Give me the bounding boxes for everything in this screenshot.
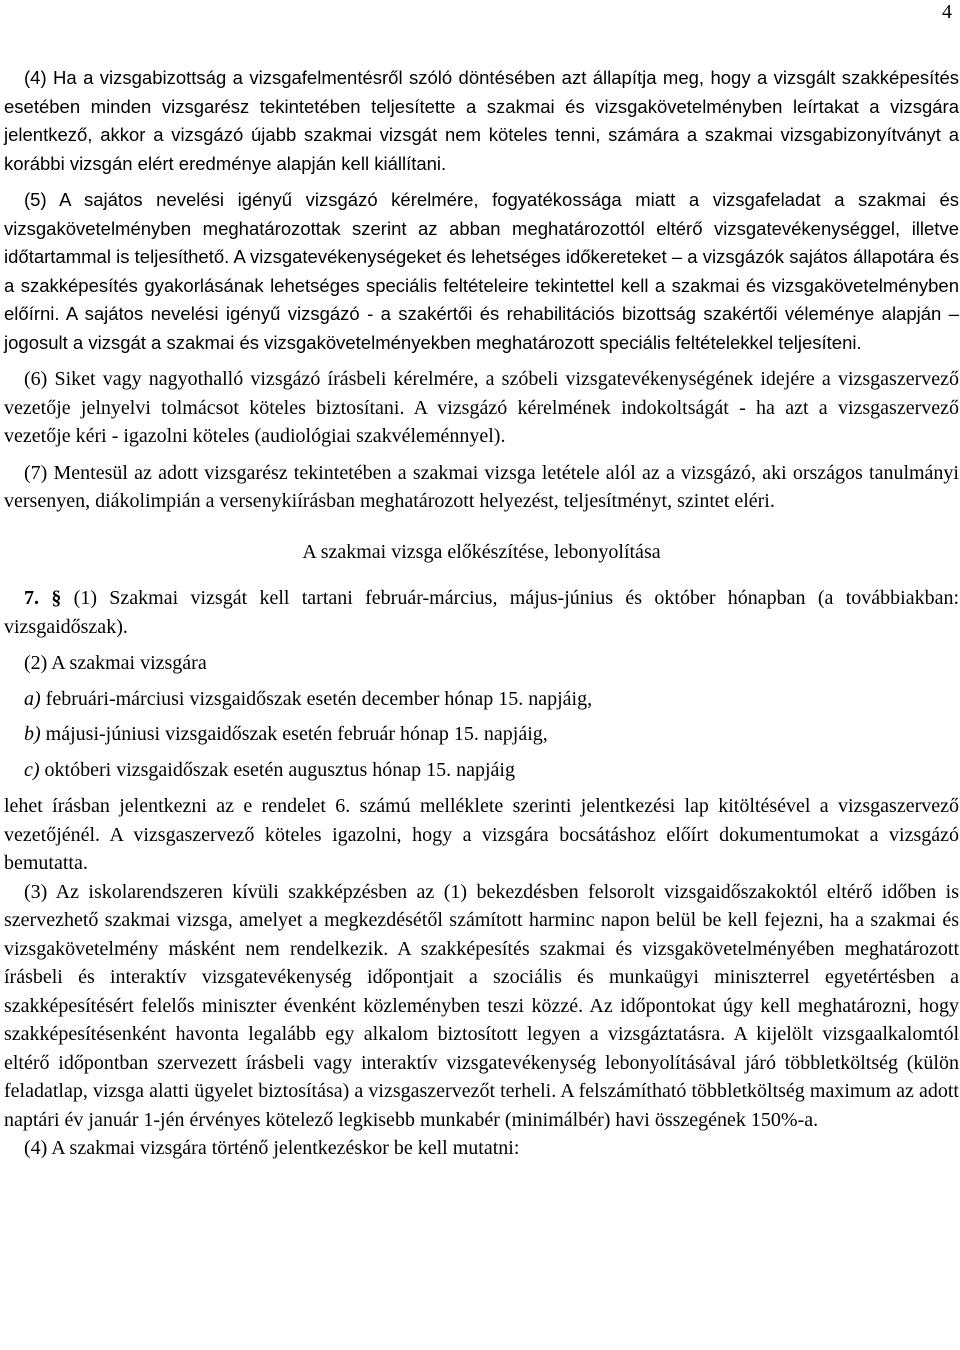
list-item-text: októberi vizsgaidőszak esetén augusztus hónap 15. napjáig	[44, 758, 515, 781]
paragraph-6: (6) Siket vagy nagyothalló vizsgázó írásbeli kérelmére, a szóbeli vizsgatevékenységének idejére a vizsgaszervező vezetője jelnyelvi tolmácsot köteles biztosítani. A vizsgázó kérelmének indokoltságát - ha azt a vizsgaszervező vezetője kéri - igazolni köteles (audiológiai szakvéleménnyel).	[4, 368, 959, 447]
list-item-label: c)	[24, 758, 40, 781]
list-item-text: májusi-júniusi vizsgaidőszak esetén február hónap 15. napjáig,	[45, 723, 548, 745]
section-number: 7.	[24, 587, 39, 609]
section-symbol: §	[51, 587, 62, 609]
paragraph-7: (7) Mentesül az adott vizsgarész tekintetében a szakmai vizsga letétele alól az a vizsgázó, aki országos tanulmányi versenyen, diákolimpián a versenykiírásban meghatározott helyezést, teljesítményt, szintet eléri.	[4, 461, 959, 512]
section-7-paragraph-3: (3) Az iskolarendszeren kívüli szakképzésben az (1) bekezdésben felsorolt vizsgaidőszakoktól eltérő időben is szervezhető szakmai vizsga, amelyet a megkezdésétől számított harminc napon belül be kell fejezni, ha a szakmai és vizsgakövetelmény másként nem rendelkezik. A szakképesítés szakmai és vizsgakövetelményében meghatározott írásbeli és interaktív vizsgatevékenység időpontjait a szociális és munkaügyi miniszterrel egyetértésben a szakképesítésért felelős miniszter évenként közleményben teszi közzé. Az időpontokat úgy kell meghatározni, hogy szakképesítésenként havonta legalább egy alkalom biztosított legyen a vizsgáztatásra. A kijelölt vizsgaalkalomtól eltérő időpontban szervezett írásbeli vagy interaktív vizsgatevékenység lebonyolításával járó többletköltség (külön feladatlap, vizsga alatti ügyelet biztosítása) a vizsgaszervezőt terheli. A felszámítható többletköltség maximum az adott naptári év január 1-jén érvényes kötelező legkisebb munkabér (minimálbér) havi összegének 150%-a.	[4, 880, 959, 1131]
section-heading: A szakmai vizsga előkészítése, lebonyolítása	[302, 540, 661, 563]
list-item-text: februári-márciusi vizsgaidőszak esetén december hónap 15. napjáig,	[45, 687, 593, 710]
section-7-paragraph-4: (4) A szakmai vizsgára történő jelentkezéskor be kell mutatni:	[24, 1137, 520, 1159]
page-number: 4	[942, 1, 952, 23]
paragraph-5: (5) A sajátos nevelési igényű vizsgázó kérelmére, fogyatékossága miatt a vizsgafeladat a szakmai és vizsgakövetelményben meghatározottak szerint az abban meghatározottól eltérő vizsgatevékenységgel, illetve időtartammal is teljesíthető. A vizsgatevékenységeket és lehetséges időkereteket – a vizsgázók sajátos állapotára és a szakképesítés gyakorlásának lehetséges speciális feltételeire tekintettel kell a szakmai és vizsgakövetelményben előírni. A sajátos nevelési igényű vizsgázó - a szakértői és rehabilitációs bizottság szakértői véleménye alapján – jogosult a vizsgát a szakmai és vizsgakövetelményekben meghatározott speciális feltételekkel teljesíteni.	[4, 189, 959, 353]
list-item-label: a)	[24, 687, 41, 710]
list-item	[4, 720, 959, 749]
section-7-paragraph-1	[4, 584, 959, 641]
section-7-paragraph-2-after: lehet írásban jelentkezni az e rendelet 6. számú melléklete szerinti jelentkezési lap kitöltésével a vizsgaszervező vezetőjénél. A vizsgaszervező köteles igazolni, hogy a vizsgára bocsátáshoz előírt dokumentumokat a vizsgázó bemutatta.	[4, 795, 959, 874]
list-item-label: b)	[24, 723, 41, 745]
list-item	[4, 756, 959, 785]
document-body	[4, 64, 959, 1163]
list-item	[4, 685, 959, 714]
section-7-p1-text: (1) Szakmai vizsgát kell tartani február-március, május-június és október hónapban (a továbbiakban: vizsgaidőszak).	[4, 587, 960, 638]
paragraph-4: (4) Ha a vizsgabizottság a vizsgafelmentésről szóló döntésében azt állapítja meg, hogy a vizsgált szakképesítés esetében minden vizsgarész tekintetében teljesítette a szakmai és vizsgakövetelményben leírtakat a vizsgára jelentkező, akkor a vizsgázó újabb szakmai vizsgát nem köteles tenni, számára a szakmai vizsgabizonyítványt a korábbi vizsgán elért eredménye alapján kell kiállítani.	[4, 67, 959, 174]
section-7-paragraph-2-intro: (2) A szakmai vizsgára	[24, 652, 207, 674]
